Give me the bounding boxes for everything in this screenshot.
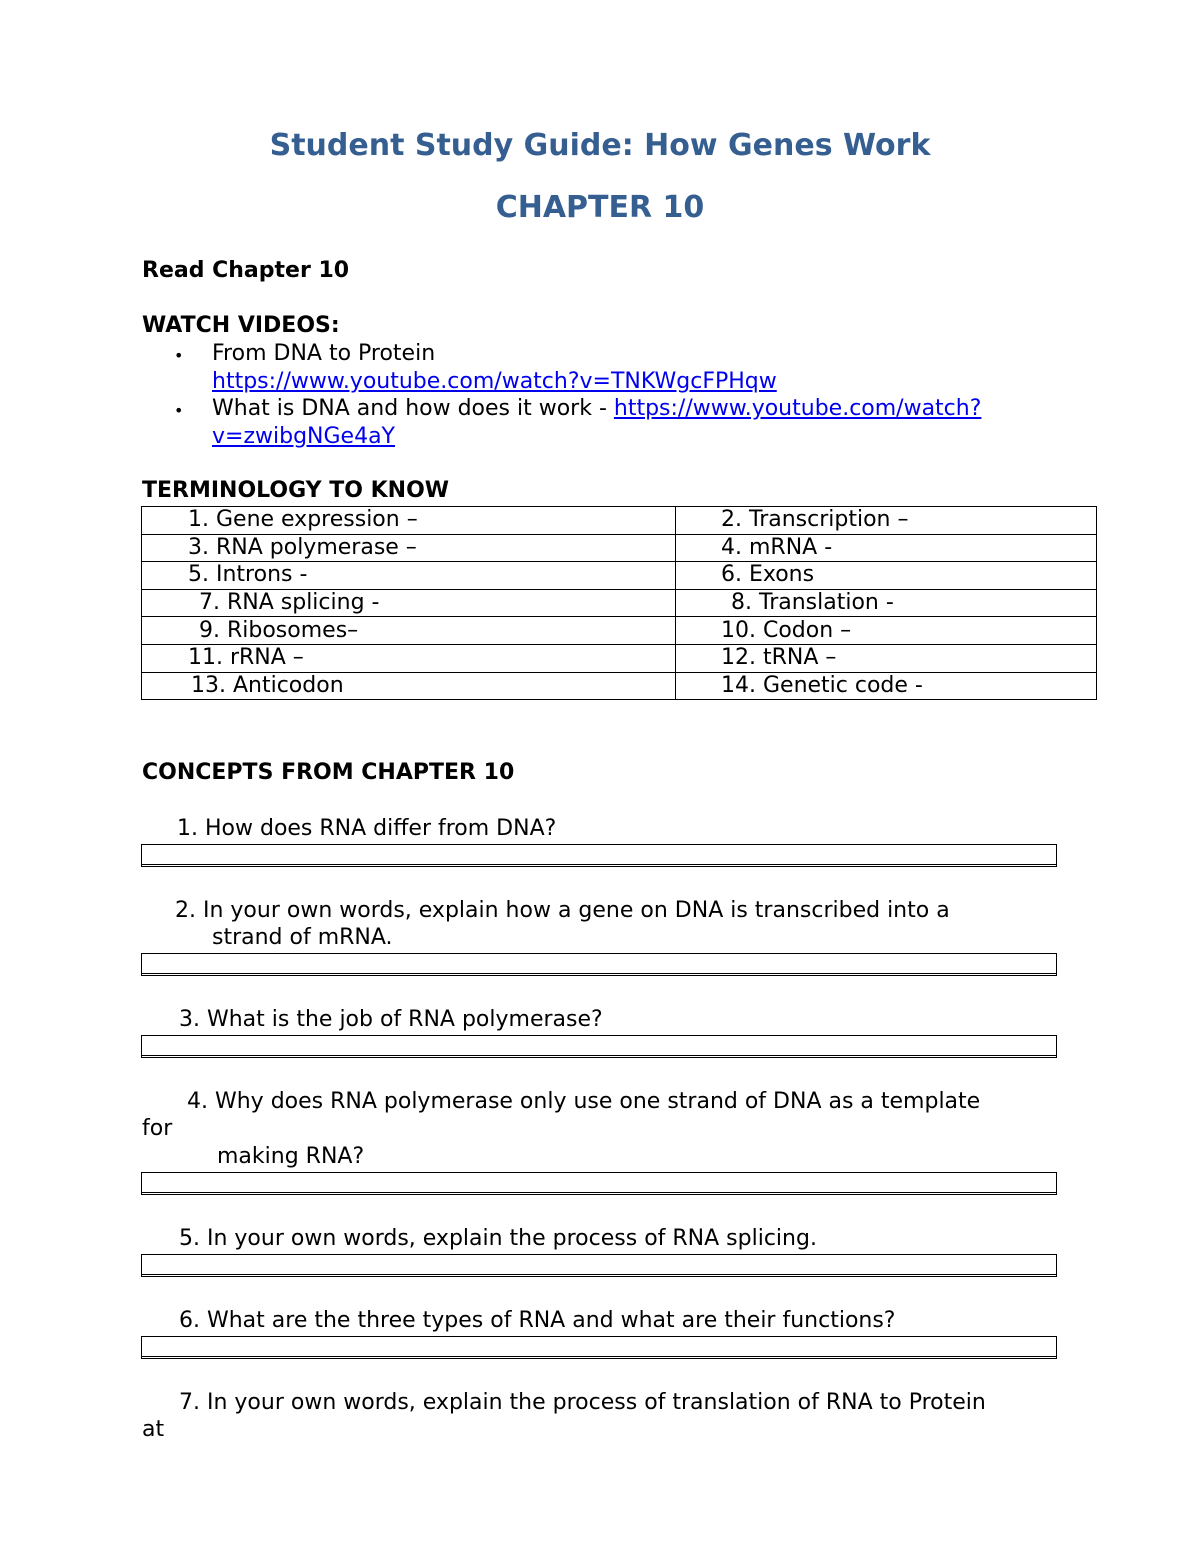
question-7: 7. In your own words, explain the process of translation of RNA to Protein [179,1390,986,1415]
term-6: 6. Exons [676,562,1097,590]
video-2-line [212,396,981,421]
concepts-heading: CONCEPTS FROM CHAPTER 10 [142,760,515,785]
question-3: 3. What is the job of RNA polymerase? [179,1007,603,1032]
question-5: 5. In your own words, explain the process of RNA splicing. [179,1226,817,1251]
video-2-link[interactable]: https://www.youtube.com/watch? [613,396,982,421]
question-2-cont: strand of mRNA. [212,925,393,950]
answer-box-4[interactable] [141,1172,1057,1195]
question-7-cont: at [142,1417,165,1442]
answer-box-2[interactable] [141,953,1057,976]
question-4: 4. Why does RNA polymerase only use one strand of DNA as a template [187,1089,981,1114]
answer-box-5[interactable] [141,1254,1057,1277]
question-6: 6. What are the three types of RNA and what are their functions? [179,1308,896,1333]
table-row [142,644,1097,672]
table-row [142,672,1097,700]
video-1-label: From DNA to Protein [212,341,436,366]
term-1: 1. Gene expression – [142,507,676,535]
question-2: 2. In your own words, explain how a gene on DNA is transcribed into a [175,898,950,923]
term-11: 11. rRNA – [142,644,676,672]
video-1-link[interactable]: https://www.youtube.com/watch?v=TNKWgcFPHqw [212,369,777,394]
term-5: 5. Introns - [142,562,676,590]
bullet-2: • [174,401,184,420]
terminology-table [141,506,1097,700]
watch-videos-heading: WATCH VIDEOS: [142,313,340,338]
question-4-cont-2: making RNA? [217,1144,365,1169]
terminology-heading: TERMINOLOGY TO KNOW [142,478,450,503]
question-1: 1. How does RNA differ from DNA? [177,816,557,841]
bullet-1: • [174,346,184,365]
table-row [142,562,1097,590]
term-7: 7. RNA splicing - [142,589,676,617]
table-row [142,617,1097,645]
term-8: 8. Translation - [676,589,1097,617]
table-row [142,589,1097,617]
video-2-label: What is DNA and how does it work - [212,396,614,421]
term-4: 4. mRNA - [676,534,1097,562]
term-14: 14. Genetic code - [676,672,1097,700]
answer-box-1[interactable] [141,844,1057,867]
table-row [142,507,1097,535]
term-12: 12. tRNA – [676,644,1097,672]
table-row [142,534,1097,562]
term-10: 10. Codon – [676,617,1097,645]
term-9: 9. Ribosomes– [142,617,676,645]
read-chapter-heading: Read Chapter 10 [142,258,350,283]
question-4-cont: for [142,1116,173,1141]
term-3: 3. RNA polymerase – [142,534,676,562]
document-title: Student Study Guide: How Genes Work [269,128,931,163]
video-2-link-cont[interactable]: v=zwibgNGe4aY [212,424,395,449]
answer-box-3[interactable] [141,1035,1057,1058]
term-13: 13. Anticodon [142,672,676,700]
answer-box-6[interactable] [141,1336,1057,1359]
term-2: 2. Transcription – [676,507,1097,535]
chapter-heading: CHAPTER 10 [495,190,705,225]
